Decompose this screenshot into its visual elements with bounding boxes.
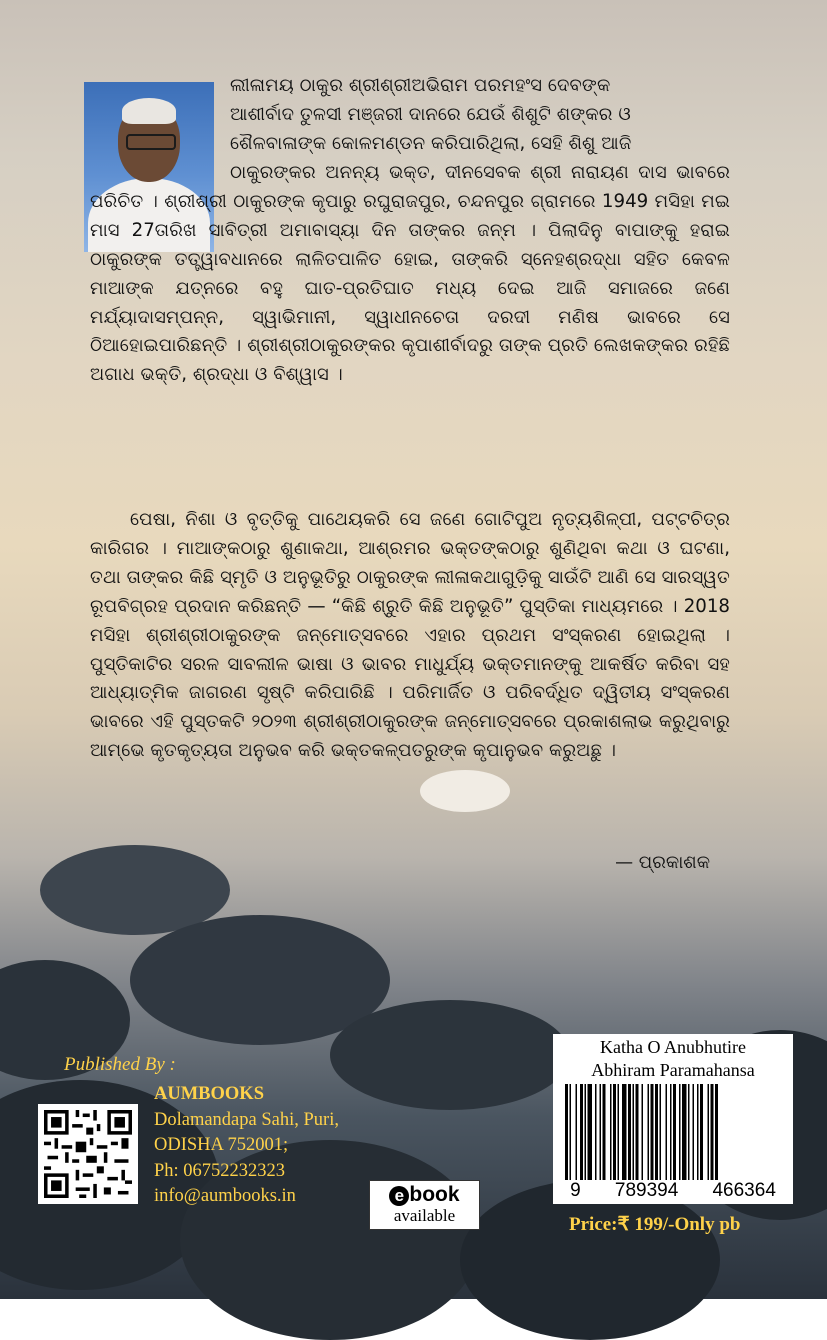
bio-paragraph-2 <box>90 506 730 766</box>
bio-intro <box>230 72 730 159</box>
barcode-bar <box>603 1084 606 1180</box>
bio-intro-line: ଲୀଳାମୟ ଠାକୁର ଶ୍ରୀଶ୍ରୀଅଭିରାମ ପରମହଂସ ଦେବଙ୍କ <box>230 75 611 96</box>
publisher-signature: — ପ୍ରକାଶକ <box>615 852 710 873</box>
barcode-bar <box>660 1084 662 1180</box>
barcode-bar <box>642 1084 644 1180</box>
barcode-bar <box>565 1084 568 1180</box>
barcode-bar <box>576 1084 578 1180</box>
barcode-bar <box>682 1084 687 1180</box>
barcode-bar <box>600 1084 602 1180</box>
ebook-available-label: available <box>393 1206 456 1225</box>
barcode-bar <box>688 1084 690 1180</box>
barcode-digit-group: 9 <box>570 1180 581 1201</box>
publisher-name: AUMBOOKS <box>154 1084 264 1104</box>
barcode-bar <box>711 1084 714 1180</box>
bio-intro-line: ଶୈଳବାଳାଙ୍କ କୋଳମଣ୍ଡନ କରିପାରିଥିଲା, ସେହି ଶିଶୁ ଆଜି <box>230 132 632 154</box>
barcode-bar <box>570 1084 572 1180</box>
barcode-digits <box>553 1180 793 1202</box>
publisher-phone: Ph: 06752232323 <box>154 1160 286 1181</box>
barcode-bar <box>610 1084 612 1180</box>
barcode-bar <box>700 1084 703 1180</box>
barcode-bar <box>666 1084 668 1180</box>
photo-hair <box>122 98 176 124</box>
barcode-bar <box>628 1084 631 1180</box>
barcode-bar <box>580 1084 583 1180</box>
barcode-bar <box>613 1084 616 1180</box>
publisher-email: info@aumbooks.in <box>154 1186 296 1206</box>
ebook-logo-text: book <box>409 1183 460 1206</box>
address-line: ODISHA 752001; <box>154 1135 289 1155</box>
barcode-bar <box>622 1084 627 1180</box>
barcode-bar <box>618 1084 620 1180</box>
barcode-bar <box>636 1084 639 1180</box>
barcode-bar <box>693 1084 695 1180</box>
barcode-book-title <box>553 1034 793 1082</box>
swan-shape <box>420 770 510 812</box>
ebook-badge <box>369 1180 480 1230</box>
rock-shape <box>330 1000 570 1110</box>
barcode-bar <box>673 1084 676 1180</box>
publisher-address <box>154 1082 339 1210</box>
barcode-digit-group: 466364 <box>712 1180 776 1201</box>
qr-code-icon <box>44 1110 132 1198</box>
address-line: Dolamandapa Sahi, Puri, <box>154 1109 339 1130</box>
barcode-bar <box>655 1084 658 1180</box>
photo-glasses <box>126 134 176 150</box>
ebook-logo <box>370 1183 479 1207</box>
barcode-bar <box>633 1084 635 1180</box>
barcode-bar <box>670 1084 672 1180</box>
rock-shape <box>460 1180 720 1340</box>
barcode-bar <box>648 1084 650 1180</box>
barcode-title-line: Abhiram Paramahansa <box>591 1060 755 1080</box>
barcode-bar <box>595 1084 597 1180</box>
barcode-bar <box>588 1084 593 1180</box>
qr-code <box>38 1104 138 1204</box>
published-by-heading: Published By : <box>64 1054 176 1075</box>
barcode-bar <box>651 1084 654 1180</box>
barcode-bars <box>565 1084 781 1180</box>
barcode-digit-group: 789394 <box>614 1180 679 1201</box>
isbn-barcode-box <box>553 1034 793 1204</box>
barcode-title-line: Katha O Anubhutire <box>600 1037 746 1057</box>
barcode-bar <box>585 1084 587 1180</box>
bio-paragraph-2-text: ପେଷା, ନିଶା ଓ ବୃତ୍ତିକୁ ପାଥେୟକରି ସେ ଜଣେ ଗୋଟିପୁଅ ନୃତ୍ୟଶିଳ୍ପୀ, ପଟ୍ଟଚିତ୍ର କାରିଗର । ମାଆଙ୍କଠାରୁ ଶୁଣାକଥା, ଆଶ୍ରମର ଭକ୍ତଙ୍କଠାରୁ ଶୁଣିଥିବା କଥା ଓ ଘଟଣା, ତଥା ତାଙ୍କର କିଛି ସ୍ମୃତି ଓ ଅନୁଭୂତିରୁ ଠାକୁରଙ୍କ ଲୀଳାକଥାଗୁଡ଼ିକୁ ସାଉଁଟି ଆଣି ସେ ସାରସ୍ୱତ ରୂପବିଗ୍ରହ ପ୍ରଦାନ କରିଛନ୍ତି — “କିଛି ଶ୍ରୁତି କିଛି ଅନୁଭୂତି” ପୁସ୍ତିକା ମାଧ୍ୟମରେ । 2018 ମସିହା ଶ୍ରୀଶ୍ରୀଠାକୁରଙ୍କ ଜନ୍ମୋତ୍ସବରେ ଏହାର ପ୍ରଥମ ସଂସ୍କରଣ ହୋଇଥିଲା । ପୁସ୍ତିକାଟିର ସରଳ ସାବଲୀଳ ଭାଷା ଓ ଭାବର ମାଧୁର୍ଯ୍ୟ ଭକ୍ତମାନଙ୍କୁ ଆକର୍ଷିତ କରିବା ସହ ଆଧ୍ୟାତ୍ମିକ ଜାଗରଣ ସୃଷ୍ଟି କରିପାରିଛି । ପରିମାର୍ଜିତ ଓ ପରିବର୍ଦ୍ଧିତ ଦ୍ୱିତୀୟ ସଂସ୍କରଣ ଭାବରେ ଏହି ପୁସ୍ତକଟି ୨୦୨୩ ଶ୍ରୀଶ୍ରୀଠାକୁରଙ୍କ ଜନ୍ମୋତ୍ସବରେ ପ୍ରକାଶଲାଭ କରୁଥିବାରୁ ଆମ୍ଭେ କୃତକୃତ୍ୟତା ଅନୁଭବ କରି ଭକ୍ତକଳ୍ପତରୁଙ୍କ କୃପାନୁଭବ କରୁଅଛୁ । <box>90 509 730 762</box>
price-label: Price:₹ 199/-Only pb <box>569 1214 741 1235</box>
bio-intro-line: ଆଶୀର୍ବାଦ ତୁଳସୀ ମଞ୍ଜରୀ ଦାନରେ ଯେଉଁ ଶିଶୁଟି ଶଙ୍କର ଓ <box>230 103 631 125</box>
barcode-bar <box>697 1084 699 1180</box>
bio-paragraph-1-text: ଠାକୁରଙ୍କର ଅନନ୍ୟ ଭକ୍ତ, ଦୀନସେବକ ଶ୍ରୀ ନାରାୟଣ ଦାସ ଭାବରେ ପରିଚିତ । ଶ୍ରୀଶ୍ରୀ ଠାକୁରଙ୍କ କୃପାରୁ ରଘୁରାଜପୁର, ଚନ୍ଦନପୁର ଗ୍ରାମରେ 1949 ମସିହା ମଇ ମାସ 27ତାରିଖ ସାବିତ୍ରୀ ଅମାବାସ୍ୟା ଦିନ ତାଙ୍କର ଜନ୍ମ । ପିଲାଦିନୁ ବାପାଙ୍କୁ ହରାଇ ଠାକୁରଙ୍କ ତତ୍ତ୍ୱାବଧାନରେ ଲାଳିତପାଳିତ ହୋଇ, ତାଙ୍କରି ସ୍ନେହଶ୍ରଦ୍ଧା ସହିତ କେବଳ ମାଆଙ୍କ ଯତ୍ନରେ ବହୁ ଘାତ-ପ୍ରତିଘାତ ମଧ୍ୟ ଦେଇ ଆଜି ସମାଜରେ ଜଣେ ମର୍ଯ୍ୟାଦାସମ୍ପନ୍ନ, ସ୍ୱାଭିମାନୀ, ସ୍ୱାଧୀନଚେତା ଦରଦୀ ମଣିଷ ଭାବରେ ସେ ଠିଆହୋଇପାରିଛନ୍ତି । ଶ୍ରୀଶ୍ରୀଠାକୁରଙ୍କର କୃପାଶୀର୍ବାଦରୁ ତାଙ୍କ ପ୍ରତି ଲେଖକଙ୍କର ରହିଛି ଅଗାଧ ଭକ୍ତି, ଶ୍ରଦ୍ଧା ଓ ବିଶ୍ୱାସ । <box>90 162 730 386</box>
ebook-e-icon: e <box>389 1186 409 1206</box>
barcode-bar <box>715 1084 718 1180</box>
bio-paragraph-1 <box>90 159 730 390</box>
barcode-bar <box>679 1084 681 1180</box>
barcode-bar <box>708 1084 710 1180</box>
